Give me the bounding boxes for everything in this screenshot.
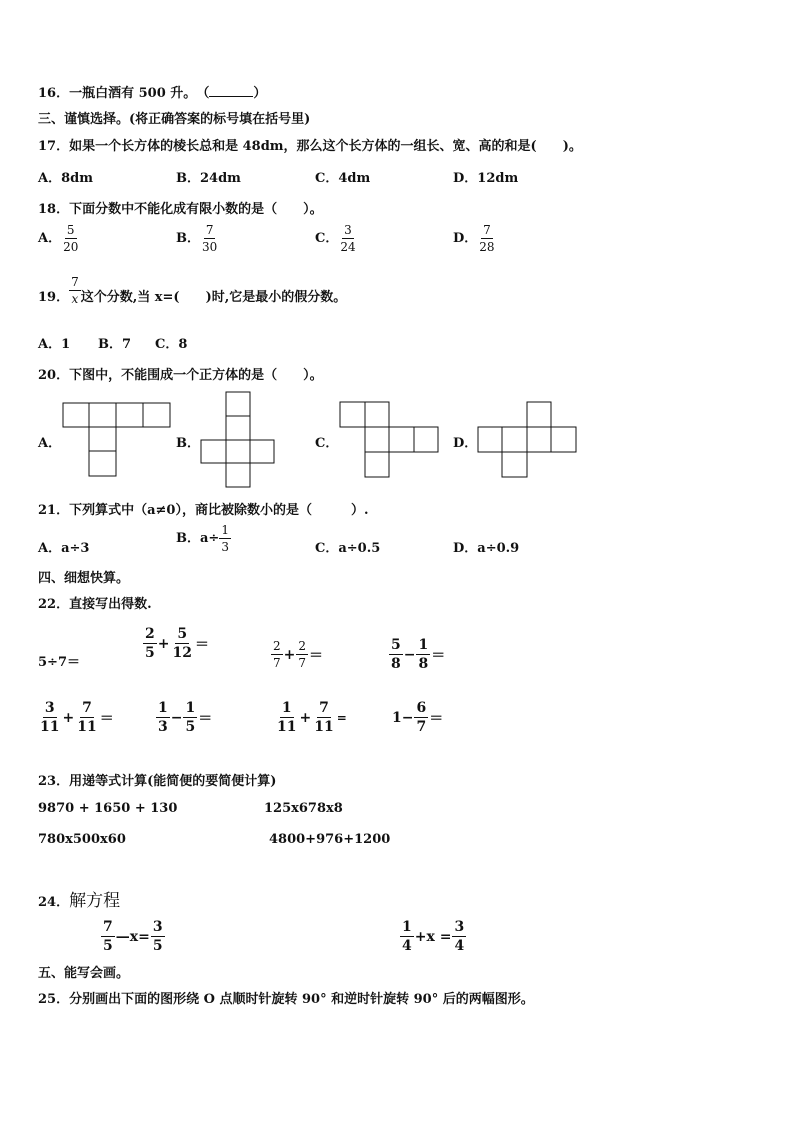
expression-7	[275, 701, 348, 734]
section-3-heading: 三、谨慎选择。(将正确答案的标号填在括号里)	[38, 112, 311, 127]
denominator: 3	[221, 540, 229, 554]
cube-net-b	[201, 392, 274, 487]
cube-net-c	[340, 402, 438, 477]
operator: +	[62, 709, 75, 726]
numerator: 1	[185, 700, 196, 716]
fraction	[296, 640, 308, 669]
numerator: 2	[273, 639, 281, 653]
denominator: 3	[158, 719, 168, 735]
fraction	[416, 638, 430, 671]
denominator: 5	[145, 645, 155, 661]
question-text: 这个分数,当 x=( )时,它是最小的假分数。	[80, 290, 347, 305]
denominator: 7	[298, 656, 307, 670]
numerator: 1	[402, 919, 412, 935]
denominator: 30	[202, 240, 218, 254]
question-17: 17．如果一个长方体的棱长总和是 48dm，那么这个长方体的一组长、宽、高的和是( )。	[38, 139, 582, 154]
section-4-heading: 四、细想快算。	[38, 571, 130, 586]
denominator: 5	[152, 938, 163, 954]
operator: +	[299, 709, 312, 726]
fraction	[101, 920, 115, 953]
fraction	[452, 920, 466, 953]
operator: −	[403, 646, 416, 663]
numerator: 2	[298, 639, 307, 653]
calc-item: 9870 + 1650 + 130	[38, 801, 178, 816]
question-21: 21．下列算式中（a≠0），商比被除数小的是（ ）.	[38, 503, 369, 518]
numerator: 5	[391, 637, 401, 653]
option-a[interactable]: A．	[38, 436, 62, 451]
operator: +	[157, 635, 170, 652]
expression-8	[391, 701, 444, 734]
question-23: 23．用递等式计算(能简便的要简便计算)	[38, 774, 277, 789]
option-c[interactable]: C．	[315, 436, 339, 451]
denominator: 28	[479, 240, 495, 254]
numerator: 3	[454, 919, 465, 935]
expression-6	[156, 701, 213, 734]
numerator: 1	[158, 700, 168, 716]
fraction	[414, 701, 428, 734]
fraction	[170, 627, 193, 660]
option-a[interactable]: A．a÷3	[38, 541, 90, 556]
option-b[interactable]	[176, 524, 231, 553]
fraction	[389, 638, 403, 671]
option-d[interactable]: D．	[453, 436, 478, 451]
option-b[interactable]: B．	[176, 436, 200, 451]
equation-middle: +x =	[414, 928, 452, 945]
equals: ＝	[99, 710, 114, 727]
operator: +	[283, 646, 296, 663]
equation-1	[101, 920, 165, 953]
denominator: 12	[172, 645, 192, 661]
option-c[interactable]: C．4dm	[315, 171, 371, 186]
numerator: 5	[66, 223, 75, 237]
equals: ＝	[198, 710, 213, 727]
question-number: 16．	[38, 86, 70, 101]
option-d[interactable]: D．12dm	[453, 171, 519, 186]
denominator: 7	[273, 656, 281, 670]
fraction	[312, 701, 335, 734]
numerator: 7	[205, 223, 214, 237]
equals: =	[336, 710, 347, 725]
numerator: 3	[44, 700, 55, 716]
operator: −	[170, 709, 183, 726]
numerator: 1	[281, 700, 292, 716]
fraction	[400, 920, 414, 953]
numerator: 6	[416, 700, 427, 716]
numerator: 3	[152, 919, 163, 935]
denominator: 11	[314, 719, 334, 735]
denominator: x	[71, 292, 79, 306]
denominator: 24	[340, 240, 356, 254]
option-b[interactable]: B．7	[98, 337, 132, 352]
option-label: B．a÷	[176, 531, 220, 546]
option-a[interactable]: A．1	[38, 337, 71, 352]
expression-4	[389, 638, 446, 671]
question-20: 20．下图中，不能围成一个正方体的是（ ）。	[38, 368, 323, 383]
denominator: 20	[63, 240, 79, 254]
equals: ＝	[309, 647, 324, 664]
denominator: 4	[454, 938, 465, 954]
expression-1: 5÷7＝	[38, 655, 80, 670]
fraction	[151, 920, 165, 953]
numerator: 7	[71, 275, 79, 289]
paren: （	[202, 86, 210, 101]
question-22: 22．直接写出得数.	[38, 597, 152, 612]
question-text: 一瓶白酒有 500 升。	[69, 86, 190, 101]
denominator: 11	[277, 719, 297, 735]
question-number: 24．	[38, 895, 70, 910]
option-c[interactable]: C．a÷0.5	[315, 541, 381, 556]
fraction	[275, 701, 298, 734]
denominator: 5	[185, 719, 196, 735]
denominator: 4	[402, 938, 412, 954]
option-label: B．	[176, 231, 200, 246]
question-title: 解方程	[69, 891, 121, 911]
option-label: D．	[453, 231, 478, 246]
equals: ＝	[194, 636, 209, 653]
equals: ＝	[429, 710, 444, 727]
fraction	[271, 640, 283, 669]
lead-term: 1−	[392, 709, 414, 726]
calc-item: 780x500x60	[38, 832, 126, 847]
option-b[interactable]: B．24dm	[176, 171, 241, 186]
calc-item: 4800+976+1200	[269, 832, 391, 847]
fraction	[75, 701, 98, 734]
numerator: 1	[221, 523, 229, 537]
expression-5	[38, 701, 115, 734]
equals: ＝	[431, 647, 446, 664]
section-5-heading: 五、能写会画。	[38, 966, 130, 981]
denominator: 11	[77, 719, 97, 735]
numerator: 5	[177, 626, 188, 642]
option-label: A．	[38, 231, 62, 246]
question-25: 25．分别画出下面的图形绕 O 点顺时针旋转 90° 和逆时针旋转 90° 后的两幅图形。	[38, 992, 534, 1007]
option-c[interactable]: C．8	[155, 337, 188, 352]
question-24	[38, 886, 120, 911]
denominator: 7	[416, 719, 427, 735]
numerator: 1	[418, 637, 429, 653]
denominator: 8	[391, 656, 401, 672]
numerator: 2	[145, 626, 155, 642]
numerator: 3	[344, 223, 352, 237]
denominator: 11	[40, 719, 60, 735]
numerator: 7	[103, 919, 113, 935]
fraction	[143, 627, 157, 660]
numerator: 7	[483, 223, 491, 237]
expression-3	[271, 640, 324, 669]
equation-2	[400, 920, 466, 953]
fraction	[156, 701, 170, 734]
numerator: 7	[82, 700, 92, 716]
option-d[interactable]: D．a÷0.9	[453, 541, 520, 556]
cube-net-d	[478, 402, 576, 477]
calc-item: 125x678x8	[264, 801, 343, 816]
fraction	[219, 524, 231, 553]
fraction	[38, 701, 61, 734]
option-a[interactable]: A．8dm	[38, 171, 93, 186]
fraction	[183, 701, 197, 734]
question-18: 18．下面分数中不能化成有限小数的是（ ）。	[38, 202, 323, 217]
equation-middle: —x=	[115, 928, 150, 945]
numerator: 7	[319, 700, 329, 716]
denominator: 8	[418, 656, 429, 672]
paren: ）	[253, 86, 267, 101]
option-label: C．	[315, 231, 339, 246]
denominator: 5	[103, 938, 113, 954]
expression-2	[143, 627, 210, 660]
cube-net-a	[63, 403, 170, 476]
question-number: 19．	[38, 290, 70, 305]
